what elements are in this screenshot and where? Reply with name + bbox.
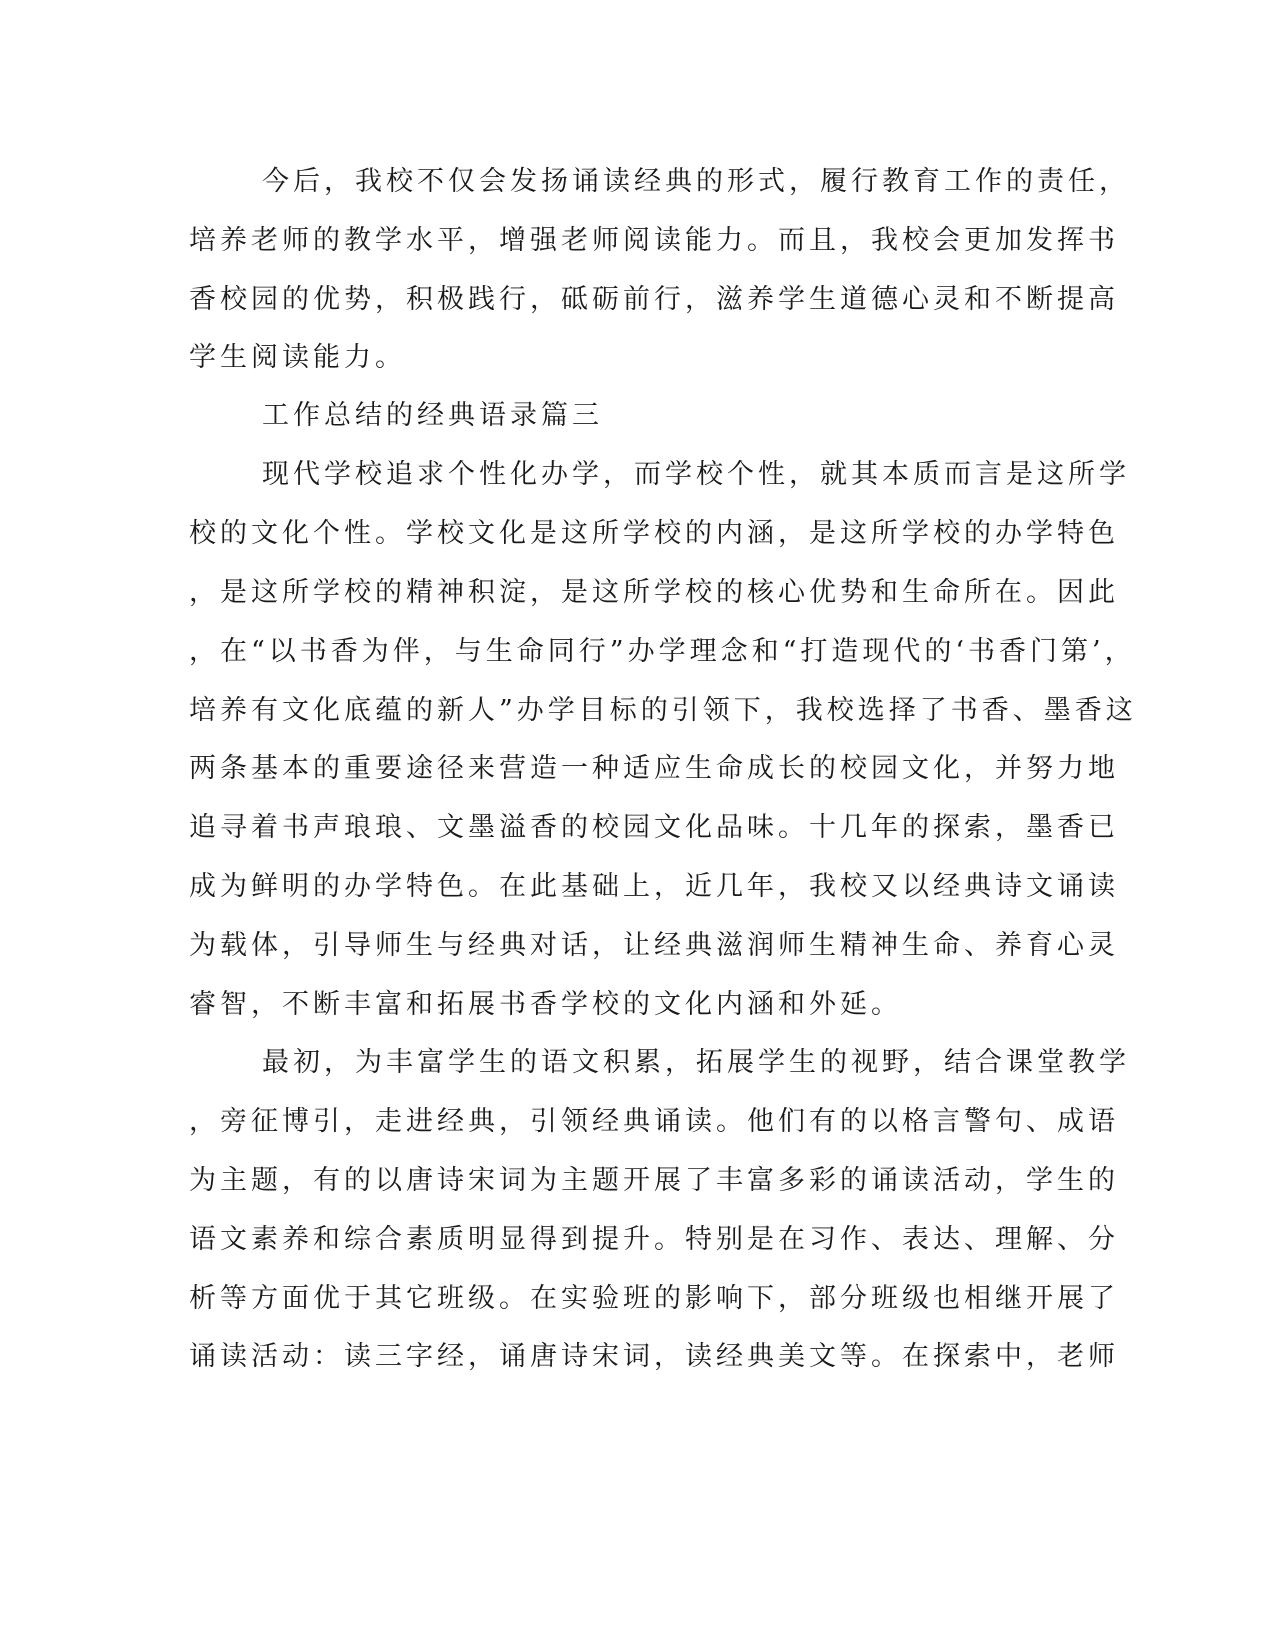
paragraph-line: ，是这所学校的精神积淀，是这所学校的核心优势和生命所在。因此 [189, 577, 1119, 608]
paragraph-line: 为载体，引导师生与经典对话，让经典滋润师生精神生命、养育心灵 [189, 930, 1119, 961]
paragraph-line: 语文素养和综合素质明显得到提升。特别是在习作、表达、理解、分 [189, 1224, 1119, 1255]
paragraph-line: 诵读活动：读三字经，诵唐诗宋词，读经典美文等。在探索中，老师 [189, 1341, 1119, 1372]
paragraph-line: ，在“以书香为伴，与生命同行”办学理念和“打造现代的‘书香门第’， [189, 636, 1136, 667]
paragraph-line: 睿智，不断丰富和拓展书香学校的文化内涵和外延。 [189, 989, 902, 1020]
paragraph-line: 香校园的优势，积极践行，砥砺前行，滋养学生道德心灵和不断提高 [189, 284, 1119, 315]
paragraph-line: 成为鲜明的办学特色。在此基础上，近几年，我校又以经典诗文诵读 [189, 871, 1119, 902]
paragraph-line: 为主题，有的以唐诗宋词为主题开展了丰富多彩的诵读活动，学生的 [189, 1165, 1119, 1196]
paragraph-line: 最初，为丰富学生的语文积累，拓展学生的视野，结合课堂教学 [262, 1047, 1130, 1078]
paragraph-line: 校的文化个性。学校文化是这所学校的内涵，是这所学校的办学特色 [189, 518, 1119, 549]
paragraph-line: 两条基本的重要途径来营造一种适应生命成长的校园文化，并努力地 [189, 753, 1119, 784]
paragraph-line: 培养老师的教学水平，增强老师阅读能力。而且，我校会更加发挥书 [189, 225, 1119, 256]
paragraph-line: 学生阅读能力。 [189, 342, 406, 373]
paragraph-line: 追寻着书声琅琅、文墨溢香的校园文化品味。十几年的探索，墨香已 [189, 812, 1119, 843]
paragraph-line: 析等方面优于其它班级。在实验班的影响下，部分班级也相继开展了 [189, 1283, 1119, 1314]
paragraph-line: ，旁征博引，走进经典，引领经典诵读。他们有的以格言警句、成语 [189, 1106, 1119, 1137]
paragraph-line: 培养有文化底蕴的新人”办学目标的引领下，我校选择了书香、墨香这 [189, 695, 1137, 726]
paragraph-line: 今后，我校不仅会发扬诵读经典的形式，履行教育工作的责任， [262, 166, 1130, 197]
paragraph-line: 现代学校追求个性化办学，而学校个性，就其本质而言是这所学 [262, 459, 1130, 490]
section-heading: 工作总结的经典语录篇三 [262, 400, 603, 431]
